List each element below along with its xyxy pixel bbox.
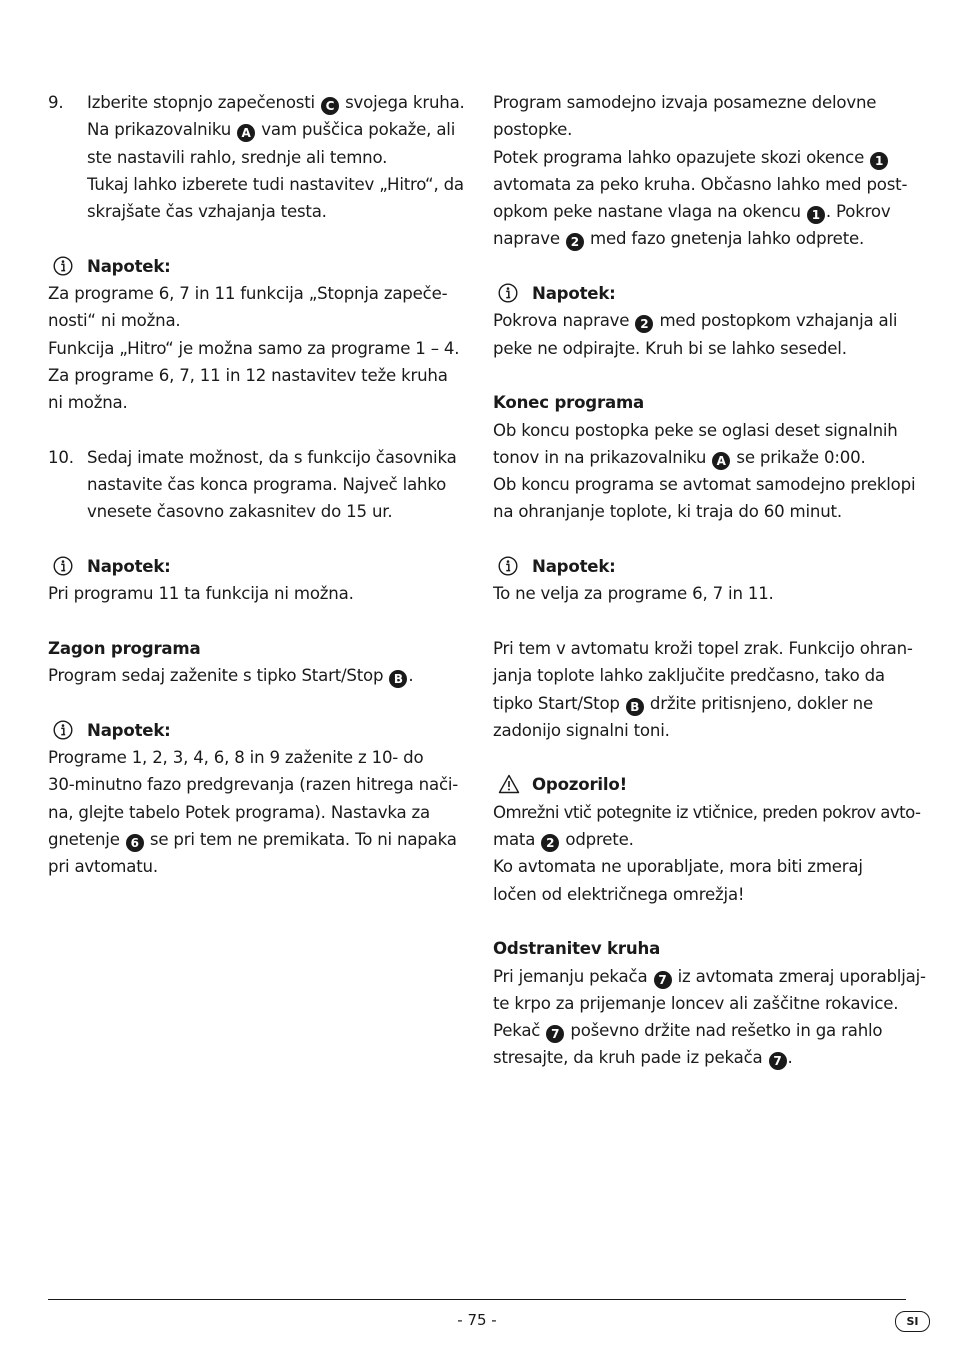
note-heading: [48, 253, 460, 280]
text: skrajšate čas vzhajanja testa.: [87, 202, 327, 222]
text: Pri jemanju pekača: [493, 966, 653, 986]
info-icon: [53, 256, 73, 276]
text: gnetenje: [48, 830, 125, 850]
text: držite pritisnjeno, dokler ne: [644, 693, 873, 713]
language-badge: SI: [895, 1311, 930, 1332]
label-2-icon: 2: [566, 233, 584, 251]
text: Tukaj lahko izberete tudi nastavitev „Hitro“, da: [87, 174, 464, 194]
note-title: Napotek:: [532, 284, 616, 304]
text: se prikaže 0:00.: [731, 447, 866, 467]
text: te krpo za prijemanje loncev ali zaščitne rokavice.: [493, 993, 899, 1013]
text: se pri tem ne premikata. To ni napaka: [144, 830, 457, 850]
label-1-icon: 1: [807, 206, 825, 224]
section-heading: Zagon programa: [48, 638, 201, 658]
step-number: 9.: [48, 93, 64, 112]
section-heading: Odstranitev kruha: [493, 939, 661, 959]
text: Ko avtomata ne uporabljate, mora biti zmeraj: [493, 857, 863, 877]
text: Pri programu 11 ta funkcija ni možna.: [48, 584, 354, 604]
text: Pokrova naprave: [493, 311, 635, 331]
step-number: 10.: [48, 447, 74, 467]
warning-icon: [498, 774, 520, 794]
right-column: [493, 89, 926, 1072]
text: 30-minutno fazo predgrevanja (razen hitrega nači-: [48, 775, 459, 795]
note-heading: [48, 553, 460, 580]
label-b-icon: B: [389, 670, 407, 688]
text: mata: [493, 830, 541, 850]
note-heading: [48, 717, 460, 744]
text: Sedaj imate možnost, da s funkcijo časovnika: [87, 447, 457, 467]
label-a-icon: A: [712, 452, 730, 470]
section-heading: Konec programa: [493, 393, 645, 413]
text: opkom peke nastane vlaga na okencu: [493, 202, 806, 222]
text: svojega kruha.: [340, 93, 465, 112]
step-10: [48, 444, 460, 526]
label-1-icon: 1: [870, 152, 888, 170]
text: postopke.: [493, 120, 573, 140]
text: stresajte, da kruh pade iz pekača: [493, 1048, 768, 1068]
label-a-icon: A: [237, 124, 255, 142]
note-title: Napotek:: [87, 256, 171, 276]
note-title: Napotek:: [87, 557, 171, 577]
warning-heading: [493, 771, 907, 798]
text: Funkcija „Hitro“ je možna samo za programe 1 – 4.: [48, 338, 460, 358]
text: pri avtomatu.: [48, 857, 158, 877]
text: odprete.: [560, 830, 634, 850]
text: vnesete časovno zakasnitev do 15 ur.: [87, 502, 393, 522]
label-7-icon: 7: [546, 1025, 564, 1043]
text: . Pokrov: [825, 202, 891, 222]
warning-title: Opozorilo!: [532, 775, 627, 795]
text: peke ne odpirajte. Kruh bi se lahko sesedel.: [493, 338, 847, 358]
footer-divider: [48, 1299, 906, 1300]
text: Potek programa lahko opazujete skozi okence: [493, 147, 870, 167]
label-2-icon: 2: [541, 834, 559, 852]
label-2-icon: 2: [635, 315, 653, 333]
label-c-icon: C: [321, 97, 339, 115]
note-heading: [493, 280, 907, 307]
label-6-icon: 6: [126, 834, 144, 852]
info-icon: [53, 556, 73, 576]
step-9: [48, 89, 465, 225]
text: .: [787, 1048, 793, 1068]
text: med postopkom vzhajanja ali: [654, 311, 898, 331]
text: naprave: [493, 229, 565, 249]
label-7-icon: 7: [654, 971, 672, 989]
text: Ob koncu postopka peke se oglasi deset signalnih: [493, 420, 898, 440]
text: Programe 1, 2, 3, 4, 6, 8 in 9 zaženite z 10- do: [48, 748, 424, 768]
text: iz avtomata zmeraj uporabljaj-: [672, 966, 926, 986]
text: nosti“ ni možna.: [48, 311, 181, 331]
text: ste nastavili rahlo, srednje ali temno.: [87, 147, 388, 167]
text: Pri tem v avtomatu kroži topel zrak. Funkcijo ohran-: [493, 638, 913, 658]
left-column: [48, 89, 465, 881]
text: vam puščica pokaže, ali: [256, 120, 456, 140]
label-7-icon: 7: [769, 1052, 787, 1070]
note-title: Napotek:: [532, 557, 616, 577]
text: Za programe 6, 7 in 11 funkcija „Stopnja zapeče-: [48, 284, 448, 304]
text: zadonijo signalni toni.: [493, 720, 670, 740]
text: Na prikazovalniku: [87, 120, 237, 140]
text: janja toplote lahko zaključite predčasno, tako da: [493, 666, 885, 686]
text: Ob koncu programa se avtomat samodejno preklopi: [493, 475, 916, 495]
text: tipko Start/Stop: [493, 693, 625, 713]
text: na, glejte tabelo Potek programa). Nastavka za: [48, 802, 430, 822]
text: Program samodejno izvaja posamezne delovne: [493, 93, 877, 112]
text: Izberite stopnjo zapečenosti: [87, 93, 321, 112]
text: avtomata za peko kruha. Občasno lahko med post-: [493, 174, 908, 194]
note-heading: [493, 553, 907, 580]
text: na ohranjanje toplote, ki traja do 60 minut.: [493, 502, 842, 522]
text: Omrežni vtič potegnite iz vtičnice, preden pokrov avto-: [493, 802, 921, 822]
label-b-icon: B: [626, 698, 644, 716]
text: Za programe 6, 7, 11 in 12 nastavitev teže kruha: [48, 365, 448, 385]
text: nastavite čas konca programa. Največ lahko: [87, 475, 447, 495]
text: .: [408, 666, 414, 686]
text: Program sedaj zaženite s tipko Start/Stop: [48, 666, 389, 686]
note-title: Napotek:: [87, 720, 171, 740]
text: To ne velja za programe 6, 7 in 11.: [493, 584, 774, 604]
text: ni možna.: [48, 393, 128, 413]
text: med fazo gnetenja lahko odprete.: [584, 229, 865, 249]
text: tonov in na prikazovalniku: [493, 447, 712, 467]
info-icon: [498, 283, 518, 303]
info-icon: [53, 720, 73, 740]
text: ločen od električnega omrežja!: [493, 884, 745, 904]
page-number: - 75 -: [457, 1311, 497, 1329]
info-icon: [498, 556, 518, 576]
text: Pekač: [493, 1021, 546, 1041]
text: poševno držite nad rešetko in ga rahlo: [565, 1021, 883, 1041]
